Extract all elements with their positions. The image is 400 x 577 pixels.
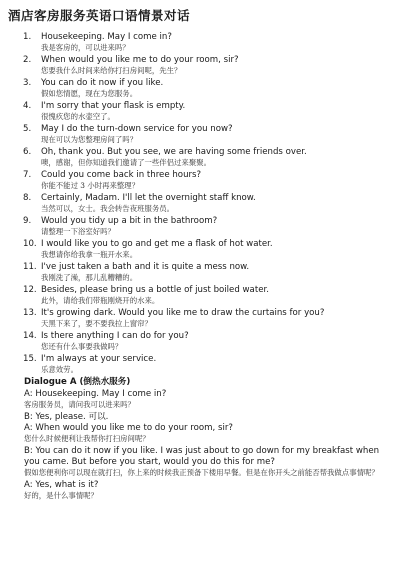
dialogue-english-line: A: Housekeeping. May I come in?	[24, 389, 167, 399]
phrase-number: 15.	[23, 354, 37, 364]
phrase-chinese: 乐意效劳。	[41, 365, 78, 374]
phrase-item	[23, 331, 390, 352]
phrase-chinese: 我想请你给我拿一瓶开水来。	[41, 250, 138, 259]
phrase-english-line	[23, 216, 390, 227]
phrase-english-line	[23, 101, 390, 112]
phrase-english-line	[23, 354, 390, 365]
phrase-english: I've just taken a bath and it is quite a mess now.	[41, 262, 250, 272]
phrase-number: 1.	[23, 32, 32, 42]
phrase-number: 2.	[23, 55, 32, 65]
phrase-chinese: 噢，感谢，但你知道我们邀请了一些伴侣过来聚聚。	[41, 158, 211, 167]
phrase-item	[23, 55, 390, 76]
phrase-english: Would you tidy up a bit in the bathroom?	[41, 216, 218, 226]
phrase-english-line	[23, 124, 390, 135]
phrase-number: 14.	[23, 331, 37, 341]
phrase-english: It's growing dark. Would you like me to draw the curtains for you?	[41, 308, 325, 318]
phrase-english: When would you like me to do your room, sir?	[41, 55, 239, 65]
phrase-number: 8.	[23, 193, 32, 203]
phrase-english: Could you come back in three hours?	[41, 170, 202, 180]
phrase-chinese: 我是客房的，可以进来吗？	[41, 43, 130, 52]
phrase-english-line	[23, 262, 390, 273]
phrase-english: Housekeeping. May I come in?	[41, 32, 172, 42]
phrase-english-line	[23, 285, 390, 296]
phrase-english: I'm sorry that your flask is empty.	[41, 101, 186, 111]
phrase-chinese: 您要我什么时间来给你打扫房间呢，先生？	[41, 66, 182, 75]
phrase-item	[23, 193, 390, 214]
phrase-english-line	[23, 147, 390, 158]
phrase-number: 6.	[23, 147, 32, 157]
phrase-number: 12.	[23, 285, 37, 295]
phrase-english-line	[23, 32, 390, 43]
phrase-number: 13.	[23, 308, 37, 318]
phrase-english-line	[23, 170, 390, 181]
phrase-english: May I do the turn-down service for you now?	[41, 124, 233, 134]
phrase-english-line	[23, 308, 390, 319]
phrase-item	[23, 124, 390, 145]
phrase-chinese: 现在可以为您整理房间了吗？	[41, 135, 138, 144]
phrase-item	[23, 285, 390, 306]
document-title: 酒店客房服务英语口语情景对话	[8, 8, 191, 23]
phrase-chinese: 请整理一下浴室好吗？	[41, 227, 115, 236]
phrase-english: I'm always at your service.	[41, 354, 157, 364]
dialogue-heading: Dialogue A (倒热水服务)	[24, 377, 131, 387]
phrase-item	[23, 308, 390, 329]
dialogue-chinese-line: 客房服务员，请问我可以进来吗？	[24, 400, 135, 409]
phrase-number: 9.	[23, 216, 32, 226]
phrase-chinese: 此外，请给我们带瓶刚烧开的水来。	[41, 296, 160, 305]
dialogue-english-line: A: Yes, what is it?	[24, 480, 99, 490]
phrase-number: 11.	[23, 262, 37, 272]
phrase-english-line	[23, 193, 390, 204]
phrase-english: I would like you to go and get me a flask of hot water.	[41, 239, 273, 249]
phrase-number: 10.	[23, 239, 37, 249]
phrase-list	[23, 32, 390, 375]
phrase-english-line	[23, 331, 390, 342]
phrase-item	[23, 354, 390, 375]
phrase-number: 4.	[23, 101, 32, 111]
phrase-chinese: 假如您情愿，现在为您服务。	[41, 89, 138, 98]
phrase-item	[23, 239, 390, 260]
phrase-item	[23, 170, 390, 191]
dialogue-english-line: B: You can do it now if you like. I was just about to go down for my breakfast when you came. But before you start, would you do this for me?	[24, 446, 380, 467]
dialogue-a	[24, 389, 390, 501]
dialogue-chinese-line: 好的，是什么事情呢？	[24, 491, 98, 500]
phrase-chinese: 我刚洗了澡，那儿乱糟糟的。	[41, 273, 138, 282]
phrase-item	[23, 32, 390, 53]
phrase-chinese: 天黑下来了，要不要我拉上窗帘？	[41, 319, 152, 328]
dialogue-chinese-line: 您什么时候便利让我帮你打扫房间呢？	[24, 434, 150, 443]
phrase-english-line	[23, 239, 390, 250]
phrase-number: 7.	[23, 170, 32, 180]
phrase-english: You can do it now if you like.	[41, 78, 164, 88]
phrase-number: 3.	[23, 78, 32, 88]
dialogue-english-line: A: When would you like me to do your room, sir?	[24, 423, 233, 433]
phrase-english: Oh, thank you. But you see, we are having some friends over.	[41, 147, 307, 157]
phrase-item	[23, 78, 390, 99]
phrase-english: Is there anything I can do for you?	[41, 331, 189, 341]
phrase-english: Besides, please bring us a bottle of just boiled water.	[41, 285, 269, 295]
phrase-item	[23, 216, 390, 237]
phrase-number: 5.	[23, 124, 32, 134]
phrase-item	[23, 262, 390, 283]
dialogue-chinese-line: 假如您便利你可以现在就打扫，你上来的时候我正预备下楼用早餐。但是在你开头之前能否帮我做点事情呢？	[24, 468, 379, 477]
phrase-item	[23, 101, 390, 122]
phrase-chinese: 您还有什么事要我做吗？	[41, 342, 123, 351]
phrase-item	[23, 147, 390, 168]
phrase-english: Certainly, Madam. I'll let the overnight staff know.	[41, 193, 256, 203]
phrase-english-line	[23, 55, 390, 66]
dialogue-english-line: B: Yes, please. 可以.	[24, 412, 109, 422]
phrase-english-line	[23, 78, 390, 89]
phrase-chinese: 你能不能过 3 小时再来整理？	[41, 181, 140, 190]
phrase-chinese: 当然可以，女士。我会转告夜班服务员。	[41, 204, 175, 213]
phrase-chinese: 很愧疚您的水壶空了。	[41, 112, 115, 121]
